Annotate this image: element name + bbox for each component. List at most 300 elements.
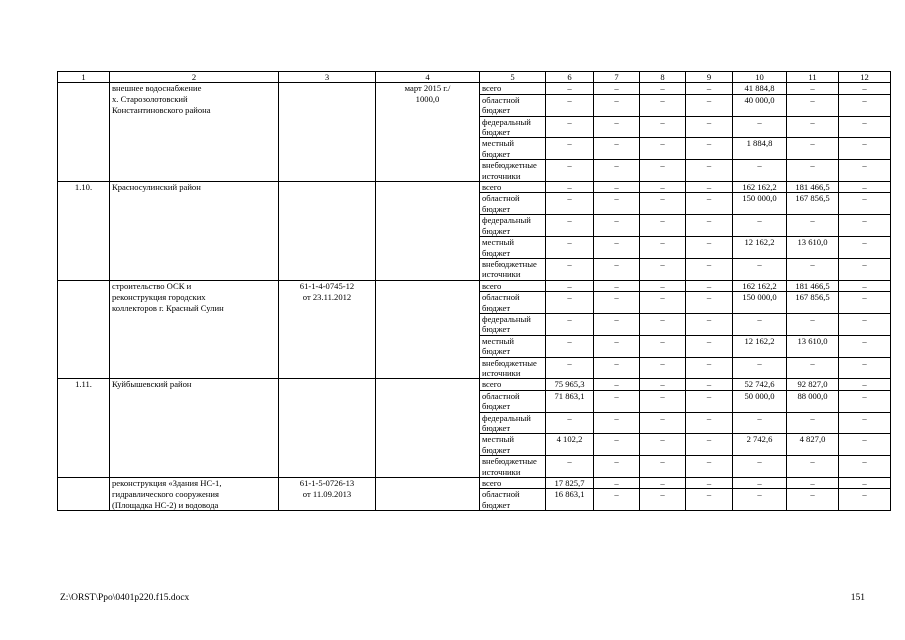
value-cell-col11 — [787, 303, 839, 314]
item-description-cell: Константиновского района — [110, 105, 279, 116]
table-row — [58, 160, 891, 171]
value-cell-col12 — [839, 269, 891, 280]
value-cell-col8: – — [640, 489, 686, 500]
item-number-cell — [58, 292, 110, 303]
value-cell-col10 — [733, 423, 787, 434]
value-cell-col10 — [733, 346, 787, 357]
project-doc-cell — [279, 160, 376, 171]
value-cell-col8 — [640, 269, 686, 280]
value-cell-col9 — [686, 423, 733, 434]
value-cell-col11 — [787, 401, 839, 412]
value-cell-col7 — [594, 105, 640, 116]
value-cell-col10: 52 742,6 — [733, 379, 787, 390]
header-cell-3: 3 — [279, 72, 376, 83]
value-cell-col7: – — [594, 182, 640, 193]
deadline-capacity-cell — [376, 292, 480, 303]
value-cell-col8: – — [640, 280, 686, 291]
value-cell-col11: 92 827,0 — [787, 379, 839, 390]
item-description-cell — [110, 116, 279, 127]
value-cell-col6 — [546, 269, 594, 280]
item-description-cell — [110, 412, 279, 423]
value-cell-col7: – — [594, 237, 640, 248]
value-cell-col9: – — [686, 313, 733, 324]
header-cell-1: 1 — [58, 72, 110, 83]
value-cell-col6: – — [546, 116, 594, 127]
value-cell-col12: – — [839, 489, 891, 500]
item-number-cell — [58, 226, 110, 237]
item-number-cell — [58, 138, 110, 149]
item-description-cell — [110, 193, 279, 204]
value-cell-col6 — [546, 127, 594, 138]
value-cell-col7: – — [594, 160, 640, 171]
value-cell-col9 — [686, 303, 733, 314]
project-doc-cell: от 23.11.2012 — [279, 292, 376, 303]
value-cell-col9: – — [686, 390, 733, 401]
value-cell-col8: – — [640, 456, 686, 467]
value-cell-col11: 13 610,0 — [787, 237, 839, 248]
item-description-cell — [110, 138, 279, 149]
value-cell-col12: – — [839, 138, 891, 149]
value-cell-col8: – — [640, 478, 686, 489]
project-doc-cell — [279, 379, 376, 390]
value-cell-col12 — [839, 346, 891, 357]
funding-source-cell: бюджет — [480, 401, 546, 412]
value-cell-col7: – — [594, 138, 640, 149]
value-cell-col9: – — [686, 160, 733, 171]
item-number-cell — [58, 269, 110, 280]
value-cell-col6 — [546, 248, 594, 259]
value-cell-col9: – — [686, 434, 733, 445]
value-cell-col7: – — [594, 478, 640, 489]
project-doc-cell — [279, 94, 376, 105]
value-cell-col9: – — [686, 280, 733, 291]
deadline-capacity-cell — [376, 401, 480, 412]
value-cell-col10: 41 884,8 — [733, 83, 787, 94]
item-description-cell: (Площадка НС-2) и водовода — [110, 500, 279, 511]
item-number-cell — [58, 401, 110, 412]
funding-source-cell: всего — [480, 478, 546, 489]
item-number-cell — [58, 127, 110, 138]
funding-source-cell: местный — [480, 237, 546, 248]
value-cell-col9: – — [686, 357, 733, 368]
deadline-capacity-cell — [376, 500, 480, 511]
value-cell-col11 — [787, 368, 839, 379]
value-cell-col8 — [640, 149, 686, 160]
value-cell-col9: – — [686, 193, 733, 204]
table-row — [58, 467, 891, 478]
table-row — [58, 237, 891, 248]
table-row — [58, 390, 891, 401]
funding-source-cell: бюджет — [480, 105, 546, 116]
value-cell-col9: – — [686, 258, 733, 269]
value-cell-col11 — [787, 445, 839, 456]
deadline-capacity-cell — [376, 171, 480, 182]
value-cell-col8: – — [640, 412, 686, 423]
value-cell-col9 — [686, 127, 733, 138]
funding-source-cell: внебюджетные — [480, 160, 546, 171]
value-cell-col8 — [640, 467, 686, 478]
value-cell-col11 — [787, 248, 839, 259]
project-doc-cell — [279, 456, 376, 467]
value-cell-col12 — [839, 204, 891, 215]
item-description-cell — [110, 423, 279, 434]
value-cell-col7: – — [594, 215, 640, 226]
value-cell-col10: 50 000,0 — [733, 390, 787, 401]
item-description-cell: реконструкция «Здания НС-1, — [110, 478, 279, 489]
value-cell-col12 — [839, 171, 891, 182]
item-description-cell — [110, 215, 279, 226]
table-row — [58, 280, 891, 291]
item-number-cell — [58, 467, 110, 478]
value-cell-col10 — [733, 127, 787, 138]
value-cell-col7 — [594, 226, 640, 237]
value-cell-col6 — [546, 467, 594, 478]
value-cell-col9 — [686, 204, 733, 215]
value-cell-col11: 88 000,0 — [787, 390, 839, 401]
project-doc-cell — [279, 269, 376, 280]
item-number-cell — [58, 258, 110, 269]
item-description-cell — [110, 434, 279, 445]
value-cell-col8 — [640, 303, 686, 314]
value-cell-col6 — [546, 423, 594, 434]
value-cell-col8 — [640, 500, 686, 511]
funding-source-cell: внебюджетные — [480, 357, 546, 368]
item-number-cell — [58, 335, 110, 346]
funding-source-cell: федеральный — [480, 313, 546, 324]
value-cell-col10: – — [733, 258, 787, 269]
value-cell-col7: – — [594, 412, 640, 423]
value-cell-col10: 12 162,2 — [733, 335, 787, 346]
value-cell-col11: – — [787, 160, 839, 171]
project-doc-cell — [279, 105, 376, 116]
value-cell-col8: – — [640, 313, 686, 324]
table-row — [58, 149, 891, 160]
value-cell-col9: – — [686, 478, 733, 489]
value-cell-col8: – — [640, 335, 686, 346]
deadline-capacity-cell — [376, 368, 480, 379]
item-description-cell — [110, 149, 279, 160]
value-cell-col11: – — [787, 489, 839, 500]
value-cell-col8: – — [640, 160, 686, 171]
value-cell-col6 — [546, 171, 594, 182]
value-cell-col12 — [839, 423, 891, 434]
value-cell-col12: – — [839, 160, 891, 171]
value-cell-col8: – — [640, 94, 686, 105]
value-cell-col11 — [787, 269, 839, 280]
project-doc-cell — [279, 335, 376, 346]
value-cell-col6 — [546, 105, 594, 116]
project-doc-cell — [279, 138, 376, 149]
project-doc-cell — [279, 500, 376, 511]
value-cell-col10: – — [733, 456, 787, 467]
item-description-cell — [110, 160, 279, 171]
value-cell-col12 — [839, 226, 891, 237]
value-cell-col10 — [733, 204, 787, 215]
funding-source-cell: областной — [480, 193, 546, 204]
header-cell-11: 11 — [787, 72, 839, 83]
table-row — [58, 248, 891, 259]
value-cell-col8 — [640, 368, 686, 379]
value-cell-col12: – — [839, 335, 891, 346]
value-cell-col10: – — [733, 478, 787, 489]
value-cell-col7 — [594, 423, 640, 434]
header-cell-9: 9 — [686, 72, 733, 83]
item-description-cell — [110, 324, 279, 335]
value-cell-col11: – — [787, 478, 839, 489]
deadline-capacity-cell — [376, 237, 480, 248]
item-number-cell — [58, 303, 110, 314]
value-cell-col11: – — [787, 83, 839, 94]
value-cell-col7 — [594, 500, 640, 511]
table-row — [58, 116, 891, 127]
funding-source-cell: внебюджетные — [480, 258, 546, 269]
value-cell-col10: – — [733, 412, 787, 423]
value-cell-col9: – — [686, 94, 733, 105]
value-cell-col9 — [686, 401, 733, 412]
project-doc-cell — [279, 215, 376, 226]
table-row — [58, 456, 891, 467]
value-cell-col10 — [733, 500, 787, 511]
value-cell-col11 — [787, 171, 839, 182]
value-cell-col7: – — [594, 456, 640, 467]
value-cell-col10 — [733, 269, 787, 280]
value-cell-col9 — [686, 226, 733, 237]
deadline-capacity-cell — [376, 467, 480, 478]
value-cell-col10: 162 162,2 — [733, 280, 787, 291]
value-cell-col6 — [546, 149, 594, 160]
value-cell-col7 — [594, 149, 640, 160]
item-description-cell — [110, 258, 279, 269]
value-cell-col9 — [686, 445, 733, 456]
header-cell-2: 2 — [110, 72, 279, 83]
value-cell-col8 — [640, 324, 686, 335]
funding-source-cell: всего — [480, 379, 546, 390]
value-cell-col11 — [787, 500, 839, 511]
value-cell-col9 — [686, 269, 733, 280]
table-row — [58, 127, 891, 138]
value-cell-col9: – — [686, 83, 733, 94]
item-description-cell — [110, 401, 279, 412]
deadline-capacity-cell — [376, 160, 480, 171]
table-row — [58, 313, 891, 324]
value-cell-col9 — [686, 346, 733, 357]
value-cell-col12: – — [839, 456, 891, 467]
item-description-cell: х. Старозолотовский — [110, 94, 279, 105]
value-cell-col11: – — [787, 357, 839, 368]
project-doc-cell — [279, 346, 376, 357]
value-cell-col11: – — [787, 456, 839, 467]
value-cell-col6: – — [546, 182, 594, 193]
funding-source-cell: областной — [480, 94, 546, 105]
value-cell-col9 — [686, 500, 733, 511]
deadline-capacity-cell — [376, 248, 480, 259]
value-cell-col10: – — [733, 116, 787, 127]
item-number-cell — [58, 324, 110, 335]
value-cell-col11: 167 856,5 — [787, 292, 839, 303]
value-cell-col12: – — [839, 215, 891, 226]
item-description-cell — [110, 204, 279, 215]
value-cell-col7 — [594, 467, 640, 478]
value-cell-col8 — [640, 204, 686, 215]
value-cell-col7: – — [594, 357, 640, 368]
value-cell-col10: 150 000,0 — [733, 292, 787, 303]
item-number-cell — [58, 171, 110, 182]
value-cell-col6 — [546, 324, 594, 335]
value-cell-col8: – — [640, 116, 686, 127]
value-cell-col6: – — [546, 258, 594, 269]
funding-source-cell: внебюджетные — [480, 456, 546, 467]
value-cell-col10 — [733, 149, 787, 160]
item-number-cell — [58, 346, 110, 357]
value-cell-col7 — [594, 368, 640, 379]
value-cell-col6 — [546, 303, 594, 314]
project-doc-cell — [279, 303, 376, 314]
deadline-capacity-cell — [376, 258, 480, 269]
value-cell-col12 — [839, 445, 891, 456]
table-row — [58, 335, 891, 346]
table-row — [58, 412, 891, 423]
value-cell-col9: – — [686, 237, 733, 248]
funding-source-cell: областной — [480, 390, 546, 401]
project-doc-cell — [279, 412, 376, 423]
value-cell-col11: 167 856,5 — [787, 193, 839, 204]
item-description-cell — [110, 346, 279, 357]
item-description-cell — [110, 335, 279, 346]
value-cell-col11: – — [787, 412, 839, 423]
value-cell-col9: – — [686, 215, 733, 226]
project-doc-cell — [279, 171, 376, 182]
value-cell-col6 — [546, 445, 594, 456]
item-number-cell — [58, 237, 110, 248]
value-cell-col9: – — [686, 489, 733, 500]
value-cell-col7 — [594, 346, 640, 357]
item-description-cell — [110, 127, 279, 138]
project-doc-cell — [279, 149, 376, 160]
value-cell-col9 — [686, 248, 733, 259]
deadline-capacity-cell: март 2015 г./ — [376, 83, 480, 94]
header-cell-7: 7 — [594, 72, 640, 83]
deadline-capacity-cell — [376, 357, 480, 368]
table-row — [58, 269, 891, 280]
funding-source-cell: бюджет — [480, 303, 546, 314]
value-cell-col11: 181 466,5 — [787, 182, 839, 193]
table-row — [58, 324, 891, 335]
deadline-capacity-cell: 1000,0 — [376, 94, 480, 105]
value-cell-col6: – — [546, 237, 594, 248]
value-cell-col7: – — [594, 390, 640, 401]
table-row — [58, 204, 891, 215]
deadline-capacity-cell — [376, 105, 480, 116]
value-cell-col10: 150 000,0 — [733, 193, 787, 204]
funding-source-cell: местный — [480, 138, 546, 149]
value-cell-col6 — [546, 204, 594, 215]
value-cell-col11 — [787, 467, 839, 478]
value-cell-col8: – — [640, 357, 686, 368]
table-row — [58, 379, 891, 390]
deadline-capacity-cell — [376, 204, 480, 215]
value-cell-col12: – — [839, 390, 891, 401]
table-row — [58, 500, 891, 511]
value-cell-col7 — [594, 269, 640, 280]
value-cell-col7: – — [594, 292, 640, 303]
value-cell-col10: 162 162,2 — [733, 182, 787, 193]
value-cell-col7: – — [594, 335, 640, 346]
value-cell-col12: – — [839, 94, 891, 105]
value-cell-col9 — [686, 324, 733, 335]
item-description-cell — [110, 456, 279, 467]
project-doc-cell — [279, 423, 376, 434]
project-doc-cell: от 11.09.2013 — [279, 489, 376, 500]
value-cell-col9: – — [686, 456, 733, 467]
value-cell-col10: – — [733, 313, 787, 324]
value-cell-col7 — [594, 401, 640, 412]
value-cell-col12 — [839, 368, 891, 379]
deadline-capacity-cell — [376, 303, 480, 314]
funding-source-cell: источники — [480, 467, 546, 478]
value-cell-col6: 71 863,1 — [546, 390, 594, 401]
table-row — [58, 478, 891, 489]
value-cell-col7: – — [594, 94, 640, 105]
value-cell-col6: – — [546, 335, 594, 346]
value-cell-col10: – — [733, 215, 787, 226]
item-number-cell — [58, 94, 110, 105]
item-number-cell — [58, 215, 110, 226]
value-cell-col10 — [733, 368, 787, 379]
value-cell-col8: – — [640, 193, 686, 204]
value-cell-col11: – — [787, 116, 839, 127]
item-number-cell — [58, 280, 110, 291]
deadline-capacity-cell — [376, 215, 480, 226]
project-doc-cell — [279, 258, 376, 269]
deadline-capacity-cell — [376, 193, 480, 204]
table-row — [58, 94, 891, 105]
value-cell-col8: – — [640, 237, 686, 248]
table-row — [58, 182, 891, 193]
item-number-cell — [58, 423, 110, 434]
value-cell-col6: – — [546, 280, 594, 291]
table-row — [58, 258, 891, 269]
value-cell-col8 — [640, 127, 686, 138]
item-number-cell — [58, 149, 110, 160]
header-cell-4: 4 — [376, 72, 480, 83]
value-cell-col7: – — [594, 193, 640, 204]
deadline-capacity-cell — [376, 149, 480, 160]
item-description-cell — [110, 445, 279, 456]
item-number-cell — [58, 116, 110, 127]
value-cell-col6 — [546, 401, 594, 412]
deadline-capacity-cell — [376, 127, 480, 138]
value-cell-col12: – — [839, 258, 891, 269]
value-cell-col8: – — [640, 83, 686, 94]
item-number-cell — [58, 83, 110, 94]
funding-source-cell: всего — [480, 182, 546, 193]
value-cell-col11 — [787, 226, 839, 237]
value-cell-col8 — [640, 401, 686, 412]
item-description-cell: реконструкция городских — [110, 292, 279, 303]
deadline-capacity-cell — [376, 226, 480, 237]
value-cell-col8: – — [640, 292, 686, 303]
item-number-cell — [58, 489, 110, 500]
value-cell-col12: – — [839, 280, 891, 291]
value-cell-col6: – — [546, 456, 594, 467]
value-cell-col8: – — [640, 379, 686, 390]
value-cell-col8 — [640, 248, 686, 259]
value-cell-col10 — [733, 445, 787, 456]
value-cell-col12 — [839, 149, 891, 160]
project-doc-cell — [279, 193, 376, 204]
table-row — [58, 445, 891, 456]
funding-source-cell: бюджет — [480, 346, 546, 357]
